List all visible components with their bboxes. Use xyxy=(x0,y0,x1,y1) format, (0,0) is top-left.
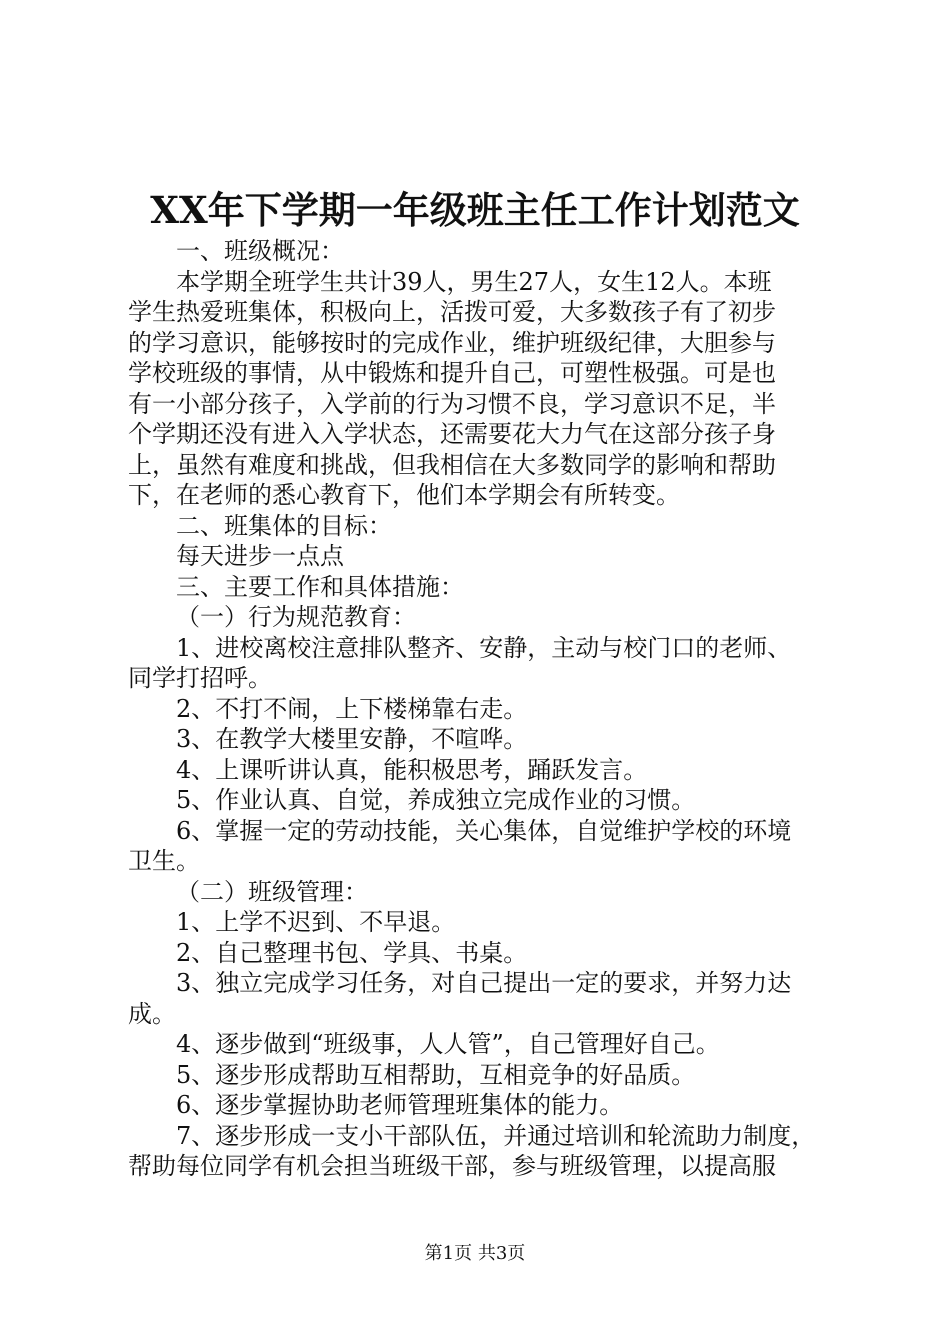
text-line: （二）班级管理： xyxy=(176,877,368,906)
text-line: 有一小部分孩子，入学前的行为习惯不良，学习意识不足，半 xyxy=(128,389,776,418)
text-line: 帮助每位同学有机会担当班级干部，参与班级管理，以提高服 xyxy=(128,1152,776,1180)
page-footer: 第1页 共3页 xyxy=(424,1243,526,1264)
text-line: 4、上课听讲认真，能积极思考，踊跃发言。 xyxy=(176,755,648,784)
text-line: 卫生。 xyxy=(128,847,200,875)
text-line: 本学期全班学生共计39人，男生27人，女生12人。本班 xyxy=(176,267,772,296)
text-line: 成。 xyxy=(128,999,176,1028)
text-line: 3、独立完成学习任务，对自己提出一定的要求，并努力达 xyxy=(176,969,792,997)
text-line: 三、主要工作和具体措施： xyxy=(176,572,464,601)
text-line: 学生热爱班集体，积极向上，活拨可爱，大多数孩子有了初步 xyxy=(128,298,776,326)
text-line: 的学习意识，能够按时的完成作业，维护班级纪律，大胆参与 xyxy=(128,328,776,357)
text-line: （一）行为规范教育： xyxy=(176,603,416,631)
text-line: 2、自己整理书包、学具、书桌。 xyxy=(176,938,528,967)
text-line: 7、逐步形成一支小干部队伍，并通过培训和轮流助力制度， xyxy=(176,1121,816,1150)
document-title: XX年下学期一年级班主任工作计划范文 xyxy=(150,188,800,232)
text-line: 二、班集体的目标： xyxy=(176,511,392,540)
text-line: 2、不打不闹，上下楼梯靠右走。 xyxy=(176,694,528,723)
text-line: 个学期还没有进入入学状态，还需要花大力气在这部分孩子身 xyxy=(128,420,776,448)
text-line: 6、掌握一定的劳动技能，关心集体，自觉维护学校的环境 xyxy=(176,816,792,845)
text-line: 一、班级概况： xyxy=(176,237,344,265)
text-line: 1、上学不迟到、不早退。 xyxy=(176,908,456,936)
text-line: 5、作业认真、自觉，养成独立完成作业的习惯。 xyxy=(176,786,696,814)
text-line: 4、逐步做到“班级事，人人管”，自己管理好自己。 xyxy=(176,1030,720,1058)
text-line: 3、在教学大楼里安静，不喧哗。 xyxy=(176,725,528,753)
text-line: 同学打招呼。 xyxy=(128,664,272,692)
text-line: 6、逐步掌握协助老师管理班集体的能力。 xyxy=(176,1091,624,1119)
text-line: 5、逐步形成帮助互相帮助，互相竞争的好品质。 xyxy=(176,1060,696,1089)
text-line: 1、进校离校注意排队整齐、安静，主动与校门口的老师、 xyxy=(176,633,792,662)
document-body xyxy=(128,236,831,1182)
text-line: 每天进步一点点 xyxy=(176,542,344,570)
text-line: 下，在老师的悉心教育下，他们本学期会有所转变。 xyxy=(128,481,680,509)
text-line: 上，虽然有难度和挑战，但我相信在大多数同学的影响和帮助 xyxy=(128,450,776,479)
text-line: 学校班级的事情，从中锻炼和提升自己，可塑性极强。可是也 xyxy=(128,359,776,387)
